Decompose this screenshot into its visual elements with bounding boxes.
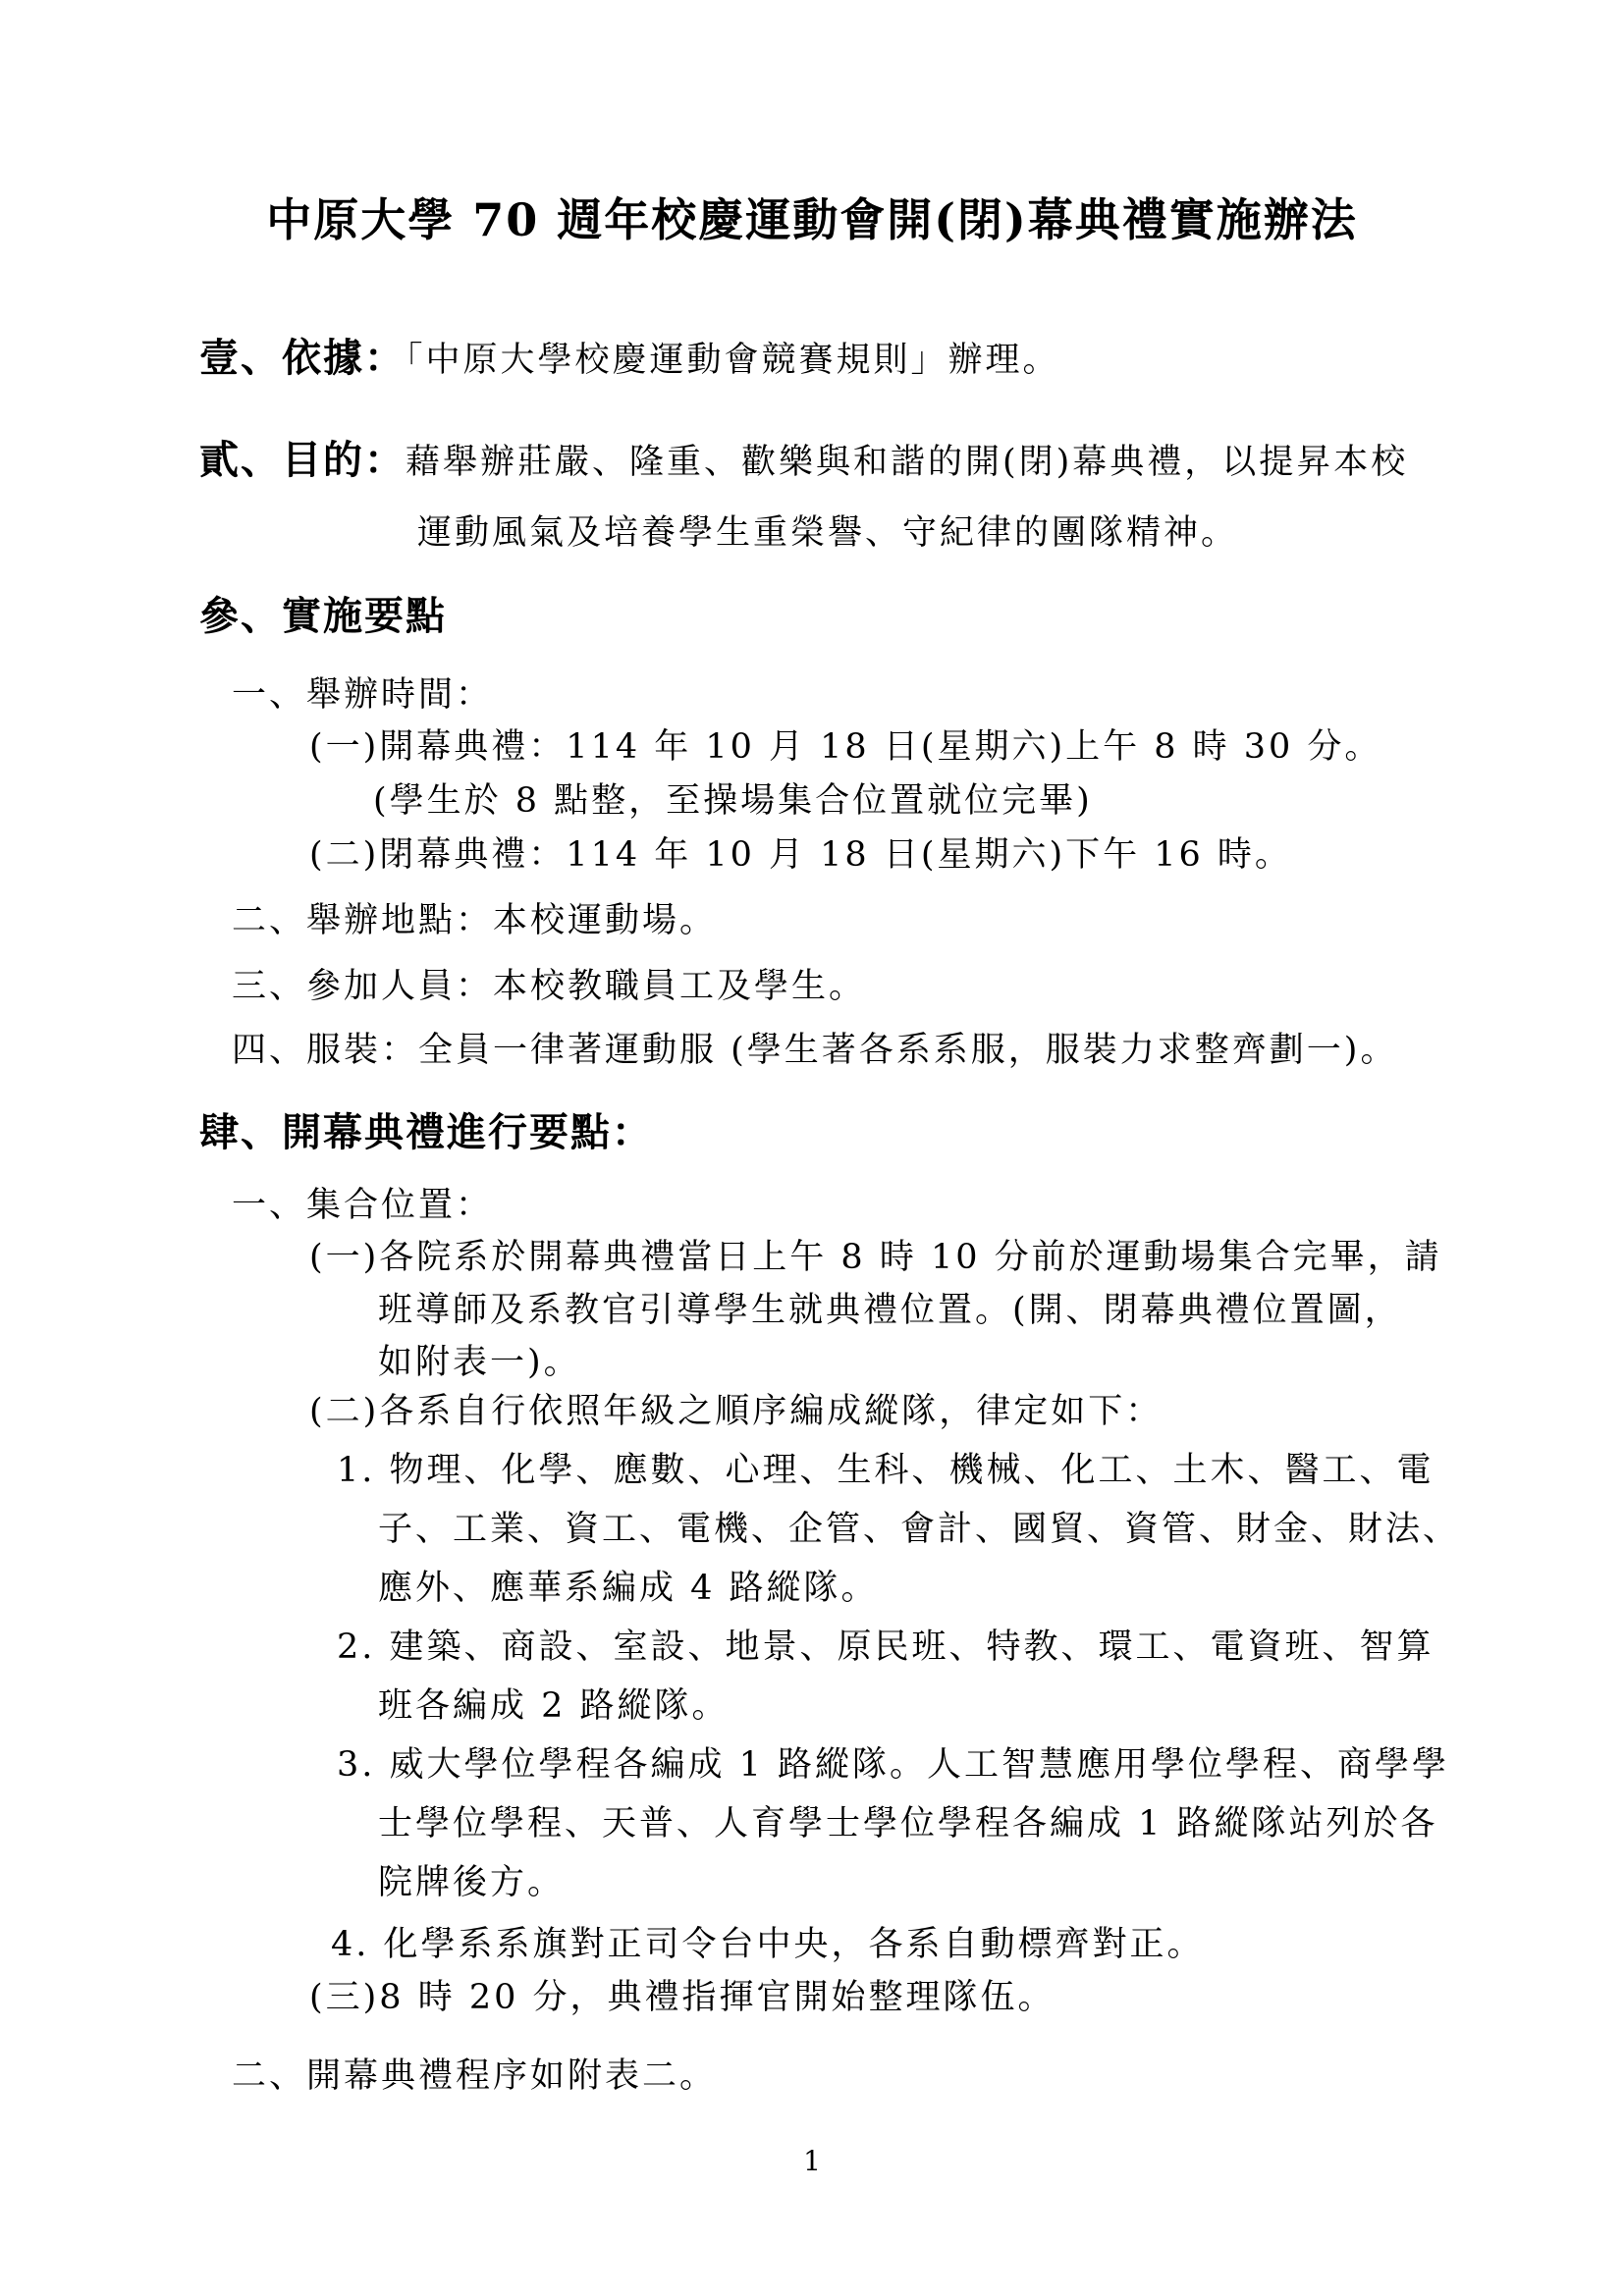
section-purpose-line2: 運動風氣及培養學生重榮譽、守紀律的團隊精神。	[417, 513, 1239, 553]
opening-list3-line2: 士學位學程、天普、人育學士學位學程各編成 1 路縱隊站列於各	[378, 1804, 1438, 1843]
impl-opening-time: (一)開幕典禮：114 年 10 月 18 日(星期六)上午 8 時 30 分。	[309, 727, 1382, 767]
impl-item-attire: 四、服裝：全員一律著運動服 (學生著各系系服，服裝力求整齊劃一)。	[232, 1031, 1398, 1070]
impl-item-participants: 三、參加人員：本校教職員工及學生。	[232, 967, 867, 1006]
impl-closing-time: (二)閉幕典禮：114 年 10 月 18 日(星期六)下午 16 時。	[309, 835, 1292, 875]
opening-list1-line3: 應外、應華系編成 4 路縱隊。	[378, 1569, 879, 1608]
section-opening-heading: 肆、開幕典禮進行要點：	[199, 1109, 653, 1155]
impl-opening-note: (學生於 8 點整，至操場集合位置就位完畢)	[373, 781, 1093, 821]
impl-item-location: 二、舉辦地點：本校運動場。	[232, 901, 718, 940]
opening-list1-line2: 子、工業、資工、電機、企管、會計、國貿、資管、財金、財法、	[378, 1510, 1461, 1549]
section-basis-text: 「中原大學校慶運動會競賽規則」辦理。	[406, 341, 1060, 380]
section-basis	[199, 327, 1060, 383]
impl-item-time: 一、舉辦時間：	[232, 675, 494, 715]
section-implementation-heading: 參、實施要點	[199, 593, 447, 639]
opening-item-program: 二、開幕典禮程序如附表二。	[232, 2056, 718, 2096]
opening-list2-line1: 2. 建築、商設、室設、地景、原民班、特教、環工、電資班、智算	[337, 1628, 1435, 1667]
opening-sub3: (三)8 時 20 分，典禮指揮官開始整理隊伍。	[309, 1978, 1056, 2017]
opening-list3-line3: 院牌後方。	[378, 1863, 566, 1902]
section-purpose-line1: 藉舉辦莊嚴、隆重、歡樂與和諧的開(閉)幕典禮，以提昇本校	[406, 443, 1409, 482]
section-purpose	[199, 429, 1408, 485]
section-purpose-heading: 貳、目的：	[199, 437, 406, 483]
opening-sub1-line1: (一)各院系於開幕典禮當日上午 8 時 10 分前於運動場集合完畢，請	[309, 1238, 1442, 1277]
document-title: 中原大學 70 週年校慶運動會開(閉)幕典禮實施辦法	[266, 193, 1358, 246]
page-number: 1	[803, 2145, 821, 2177]
opening-list1-line1: 1. 物理、化學、應數、心理、生科、機械、化工、土木、醫工、電	[337, 1451, 1435, 1490]
section-basis-heading: 壹、依據：	[199, 335, 406, 381]
opening-sub1-line2: 班導師及系教官引導學生就典禮位置。(開、閉幕典禮位置圖，	[378, 1291, 1402, 1330]
opening-list2-line2: 班各編成 2 路縱隊。	[378, 1686, 730, 1726]
opening-item-assembly: 一、集合位置：	[232, 1186, 494, 1225]
opening-sub2: (二)各系自行依照年級之順序編成縱隊，律定如下：	[309, 1392, 1164, 1431]
opening-list3-line1: 3. 威大學位學程各編成 1 路縱隊。人工智慧應用學位學程、商學學	[337, 1745, 1450, 1785]
opening-list4: 4. 化學系系旗對正司令台中央，各系自動標齊對正。	[331, 1925, 1205, 1964]
opening-sub1-line3: 如附表一)。	[378, 1343, 581, 1382]
